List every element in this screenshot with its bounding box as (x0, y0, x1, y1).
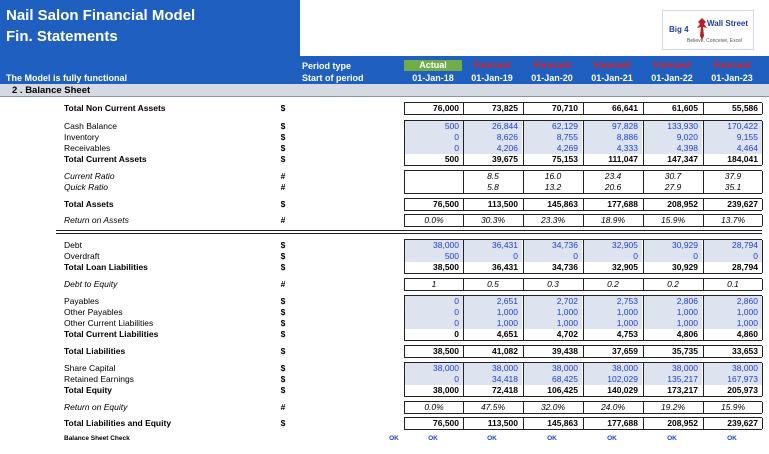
table-cell: 34,736 (523, 262, 582, 273)
row-border (404, 278, 762, 279)
table-row (0, 418, 769, 429)
table-cell: 39,438 (523, 346, 582, 357)
row-label: Total Loan Liabilities (64, 262, 148, 272)
balance-check-value: OK (607, 435, 617, 442)
column-date-0: 01-Jan-18 (412, 73, 454, 83)
table-cell[interactable]: 34,418 (463, 374, 522, 385)
table-cell: 24.0% (583, 402, 642, 413)
column-date-4: 01-Jan-22 (651, 73, 693, 83)
table-cell[interactable]: 0 (463, 251, 522, 262)
row-unit: $ (280, 121, 286, 131)
table-cell[interactable]: 2,753 (583, 296, 642, 307)
cell-border (762, 171, 763, 182)
table-cell: 4,651 (463, 329, 522, 340)
table-cell: 30.7 (643, 171, 702, 182)
model-status: The Model is fully functional (6, 73, 128, 83)
table-cell[interactable]: 38,000 (583, 363, 642, 374)
table-cell[interactable]: 102,029 (583, 374, 642, 385)
table-cell (404, 171, 463, 182)
table-cell: 32,905 (583, 262, 642, 273)
table-cell[interactable]: 38,000 (523, 363, 582, 374)
cell-border (762, 418, 763, 429)
row-label: Retained Earnings (64, 374, 134, 384)
table-cell[interactable]: 1,000 (643, 318, 702, 329)
table-cell[interactable]: 1,000 (523, 307, 582, 318)
row-label: Overdraft (64, 251, 100, 261)
table-cell[interactable]: 0 (404, 132, 463, 143)
table-cell[interactable]: 28,794 (703, 240, 762, 251)
row-unit: $ (280, 329, 286, 339)
table-cell: 177,688 (583, 199, 642, 210)
table-cell: 145,863 (523, 199, 582, 210)
row-label: Other Current Liabilities (64, 318, 154, 328)
table-cell[interactable]: 0 (404, 318, 463, 329)
table-cell[interactable]: 8,755 (523, 132, 582, 143)
row-unit: $ (280, 318, 286, 328)
balance-check-row (0, 435, 769, 446)
row-label: Quick Ratio (64, 182, 108, 192)
row-unit: $ (280, 262, 286, 272)
cell-border (762, 103, 763, 114)
table-cell[interactable]: 8,626 (463, 132, 522, 143)
table-row (0, 279, 769, 290)
table-cell: 0 (404, 329, 463, 340)
row-border (404, 362, 762, 363)
table-cell: 33,653 (703, 346, 762, 357)
table-cell[interactable]: 36,431 (463, 240, 522, 251)
row-border (404, 214, 762, 215)
table-cell[interactable]: 38,000 (404, 240, 463, 251)
table-cell: 28,794 (703, 262, 762, 273)
table-cell: 41,082 (463, 346, 522, 357)
row-label: Inventory (64, 132, 99, 142)
section-band (0, 84, 769, 97)
row-label: Return on Assets (64, 215, 129, 225)
table-row (0, 143, 769, 154)
row-unit: $ (280, 103, 286, 113)
table-cell: 75,153 (523, 154, 582, 165)
table-cell[interactable]: 62,129 (523, 121, 582, 132)
table-cell: 38,500 (404, 346, 463, 357)
table-cell: 0.5 (463, 279, 522, 290)
table-row (0, 182, 769, 193)
cell-border (762, 329, 763, 340)
table-cell: 113,500 (463, 418, 522, 429)
table-cell[interactable]: 1,000 (583, 307, 642, 318)
table-row (0, 251, 769, 262)
table-cell: 5.8 (463, 182, 522, 193)
row-label: Payables (64, 296, 99, 306)
table-cell[interactable]: 2,651 (463, 296, 522, 307)
table-row (0, 363, 769, 374)
table-cell: 177,688 (583, 418, 642, 429)
table-cell[interactable]: 9,020 (643, 132, 702, 143)
cell-border (762, 143, 763, 154)
row-border (404, 295, 762, 296)
balance-check-value: OK (428, 435, 438, 442)
cell-border (762, 182, 763, 193)
table-cell[interactable]: 0 (404, 374, 463, 385)
table-row (0, 121, 769, 132)
row-border (404, 396, 762, 397)
cell-border (762, 279, 763, 290)
table-cell: 0.0% (404, 402, 463, 413)
cell-border (762, 374, 763, 385)
row-unit: $ (280, 143, 286, 153)
table-cell[interactable]: 2,702 (523, 296, 582, 307)
table-cell[interactable]: 2,860 (703, 296, 762, 307)
table-cell[interactable]: 38,000 (643, 363, 702, 374)
row-border (404, 290, 762, 291)
table-cell: 76,000 (404, 103, 463, 114)
table-row (0, 374, 769, 385)
table-cell: 4,702 (523, 329, 582, 340)
column-type-2: Forecast (533, 60, 571, 70)
table-cell: 0.0% (404, 215, 463, 226)
table-cell: 173,217 (643, 385, 702, 396)
table-cell: 70,710 (523, 103, 582, 114)
row-label: Total Equity (64, 385, 113, 395)
row-unit: $ (280, 418, 286, 428)
table-cell[interactable]: 1,000 (703, 318, 762, 329)
table-cell[interactable]: 38,000 (703, 363, 762, 374)
table-cell[interactable]: 9,155 (703, 132, 762, 143)
table-cell: 145,863 (523, 418, 582, 429)
row-unit: $ (280, 132, 286, 142)
column-date-2: 01-Jan-20 (531, 73, 573, 83)
row-label: Other Payables (64, 307, 123, 317)
row-unit: # (280, 402, 286, 412)
table-cell[interactable]: 68,425 (523, 374, 582, 385)
table-cell[interactable]: 8,886 (583, 132, 642, 143)
column-type-1: Forecast (473, 60, 511, 70)
table-cell[interactable]: 30,929 (643, 240, 702, 251)
row-border (404, 102, 762, 103)
row-border (404, 273, 762, 274)
table-cell[interactable]: 26,844 (463, 121, 522, 132)
column-date-3: 01-Jan-21 (591, 73, 633, 83)
table-cell[interactable]: 4,269 (523, 143, 582, 154)
table-cell: 55,586 (703, 103, 762, 114)
row-border (404, 165, 762, 166)
row-unit: $ (280, 240, 286, 250)
table-cell[interactable]: 0 (703, 251, 762, 262)
row-unit: $ (280, 296, 286, 306)
table-cell: 23.4 (583, 171, 642, 182)
table-cell[interactable]: 170,422 (703, 121, 762, 132)
row-border (404, 345, 762, 346)
table-cell: 205,973 (703, 385, 762, 396)
row-unit: $ (280, 251, 286, 261)
table-row (0, 240, 769, 251)
table-cell[interactable]: 32,905 (583, 240, 642, 251)
table-cell: 239,627 (703, 199, 762, 210)
table-cell: 38,500 (404, 262, 463, 273)
table-cell: 4,860 (703, 329, 762, 340)
table-cell[interactable]: 1,000 (463, 318, 522, 329)
table-cell: 111,047 (583, 154, 642, 165)
row-label: Debt (64, 240, 82, 250)
balance-check-value: OK (667, 435, 677, 442)
row-border (404, 429, 762, 430)
row-label: Receivables (64, 143, 111, 153)
table-cell: 0.1 (703, 279, 762, 290)
table-cell[interactable]: 0 (404, 296, 463, 307)
row-unit: # (280, 215, 286, 225)
table-row (0, 346, 769, 357)
table-cell[interactable]: 500 (404, 251, 463, 262)
table-cell: 20.6 (583, 182, 642, 193)
table-cell: 239,627 (703, 418, 762, 429)
column-type-0: Actual (404, 60, 462, 71)
period-type-label: Period type (302, 61, 352, 71)
cell-border (762, 132, 763, 143)
table-cell: 1 (404, 279, 463, 290)
table-cell[interactable]: 4,464 (703, 143, 762, 154)
table-cell[interactable]: 4,206 (463, 143, 522, 154)
row-border (404, 239, 762, 240)
table-cell: 32.0% (523, 402, 582, 413)
table-cell[interactable]: 0 (643, 251, 702, 262)
table-cell[interactable]: 38,000 (463, 363, 522, 374)
table-cell[interactable]: 1,000 (643, 307, 702, 318)
cell-border (762, 363, 763, 374)
row-unit: $ (280, 374, 286, 384)
table-cell[interactable]: 135,217 (643, 374, 702, 385)
table-row (0, 296, 769, 307)
row-label: Cash Balance (64, 121, 117, 131)
cell-border (762, 402, 763, 413)
row-label: Total Liabilities and Equity (64, 418, 172, 428)
table-cell: 15.9% (643, 215, 702, 226)
table-cell: 500 (404, 154, 463, 165)
table-cell: 13.2 (523, 182, 582, 193)
header (0, 0, 769, 84)
table-cell: 36,431 (463, 262, 522, 273)
table-row (0, 215, 769, 226)
table-cell: 208,952 (643, 199, 702, 210)
cell-border (762, 154, 763, 165)
table-cell[interactable]: 1,000 (523, 318, 582, 329)
row-unit: $ (280, 363, 286, 373)
cell-border (762, 296, 763, 307)
table-cell: 72,418 (463, 385, 522, 396)
table-cell: 23.3% (523, 215, 582, 226)
row-border (404, 198, 762, 199)
balance-check-value: OK (487, 435, 497, 442)
row-label: Return on Equity (64, 402, 128, 412)
table-cell: 76,500 (404, 418, 463, 429)
balance-check-summary: OK (389, 435, 399, 442)
table-cell: 39,675 (463, 154, 522, 165)
table-cell: 0.2 (583, 279, 642, 290)
table-row (0, 402, 769, 413)
table-cell: 4,753 (583, 329, 642, 340)
table-cell[interactable]: 1,000 (463, 307, 522, 318)
balance-check-label: Balance Sheet Check (64, 435, 130, 442)
logo-tagline: Believe, Conceive, Excel (687, 38, 743, 44)
table-cell[interactable]: 0 (404, 143, 463, 154)
table-cell: 61,605 (643, 103, 702, 114)
table-cell: 18.9% (583, 215, 642, 226)
row-label: Current Ratio (64, 171, 115, 181)
cell-border (762, 121, 763, 132)
table-row (0, 329, 769, 340)
table-cell[interactable]: 1,000 (703, 307, 762, 318)
table-cell: 15.9% (703, 402, 762, 413)
table-cell: 35,735 (643, 346, 702, 357)
cell-border (762, 262, 763, 273)
table-cell[interactable]: 0 (583, 251, 642, 262)
table-cell[interactable]: 38,000 (404, 363, 463, 374)
column-type-4: Forecast (653, 60, 691, 70)
column-date-1: 01-Jan-19 (471, 73, 513, 83)
table-row (0, 307, 769, 318)
table-cell: 147,347 (643, 154, 702, 165)
table-cell[interactable]: 1,000 (583, 318, 642, 329)
table-row (0, 103, 769, 114)
row-border (404, 357, 762, 358)
row-unit: $ (280, 385, 286, 395)
table-cell: 4,806 (643, 329, 702, 340)
row-border (404, 114, 762, 115)
balance-check-value: OK (547, 435, 557, 442)
row-border (404, 120, 762, 121)
table-cell[interactable]: 0 (404, 307, 463, 318)
table-cell: 113,500 (463, 199, 522, 210)
table-cell: 76,500 (404, 199, 463, 210)
table-cell: 30,929 (643, 262, 702, 273)
row-label: Total Non Current Assets (64, 103, 166, 113)
row-border (404, 226, 762, 227)
table-cell: 208,952 (643, 418, 702, 429)
cell-border (762, 346, 763, 357)
logo-text-1: Big 4 (669, 25, 689, 34)
row-border (404, 210, 762, 211)
balance-check-value: OK (727, 435, 737, 442)
row-unit: # (280, 171, 286, 181)
cell-border (762, 318, 763, 329)
sheet-title: Fin. Statements (6, 28, 118, 45)
row-unit: # (280, 182, 286, 192)
logo-text-2: Wall Street (707, 19, 749, 28)
row-border (404, 417, 762, 418)
company-logo (662, 10, 754, 50)
table-cell[interactable]: 97,828 (583, 121, 642, 132)
row-label: Total Liabilities (64, 346, 126, 356)
section-divider (56, 230, 762, 231)
table-cell[interactable]: 133,930 (643, 121, 702, 132)
table-cell: 184,041 (703, 154, 762, 165)
row-label: Share Capital (64, 363, 116, 373)
table-cell[interactable]: 34,736 (523, 240, 582, 251)
row-unit: $ (280, 199, 286, 209)
table-cell[interactable]: 500 (404, 121, 463, 132)
table-row (0, 318, 769, 329)
table-cell[interactable]: 0 (523, 251, 582, 262)
row-border (404, 401, 762, 402)
model-title: Nail Salon Financial Model (6, 7, 196, 24)
column-date-5: 01-Jan-23 (711, 73, 753, 83)
table-cell[interactable]: 4,333 (583, 143, 642, 154)
row-label: Total Assets (64, 199, 114, 209)
table-cell: 27.9 (643, 182, 702, 193)
row-label: Total Current Liabilities (64, 329, 159, 339)
row-border (404, 413, 762, 414)
row-label: Debt to Equity (64, 279, 118, 289)
table-cell: 19.2% (643, 402, 702, 413)
row-border (404, 340, 762, 341)
table-row (0, 262, 769, 273)
table-cell: 30.3% (463, 215, 522, 226)
table-row (0, 132, 769, 143)
table-row (0, 154, 769, 165)
table-cell: 140,029 (583, 385, 642, 396)
cell-border (762, 307, 763, 318)
table-cell: 0.2 (643, 279, 702, 290)
table-cell: 38,000 (404, 385, 463, 396)
table-cell: 37,659 (583, 346, 642, 357)
cell-border (762, 240, 763, 251)
column-type-3: Forecast (593, 60, 631, 70)
table-cell[interactable]: 167,973 (703, 374, 762, 385)
row-unit: $ (280, 307, 286, 317)
table-cell: 66,641 (583, 103, 642, 114)
row-unit: # (280, 279, 286, 289)
table-row (0, 171, 769, 182)
table-cell: 47.5% (463, 402, 522, 413)
table-cell: 8.5 (463, 171, 522, 182)
table-cell: 35.1 (703, 182, 762, 193)
table-cell: 106,425 (523, 385, 582, 396)
row-unit: $ (280, 154, 286, 164)
cell-border (762, 215, 763, 226)
row-border (404, 170, 762, 171)
cell-border (762, 251, 763, 262)
table-row (0, 385, 769, 396)
table-row (0, 199, 769, 210)
table-cell: 37.9 (703, 171, 762, 182)
table-cell: 13.7% (703, 215, 762, 226)
cell-border (762, 385, 763, 396)
table-cell (404, 182, 463, 193)
cell-border (762, 199, 763, 210)
row-unit: $ (280, 346, 286, 356)
row-label: Total Current Assets (64, 154, 147, 164)
table-cell: 0.3 (523, 279, 582, 290)
section-divider (56, 233, 762, 234)
row-border (404, 193, 762, 194)
column-type-5: Forecast (713, 60, 751, 70)
section-title: 2 . Balance Sheet (12, 85, 91, 96)
start-period-label: Start of period (302, 73, 364, 83)
table-cell[interactable]: 4,398 (643, 143, 702, 154)
table-cell[interactable]: 2,806 (643, 296, 702, 307)
table-cell: 73,825 (463, 103, 522, 114)
table-cell: 16.0 (523, 171, 582, 182)
